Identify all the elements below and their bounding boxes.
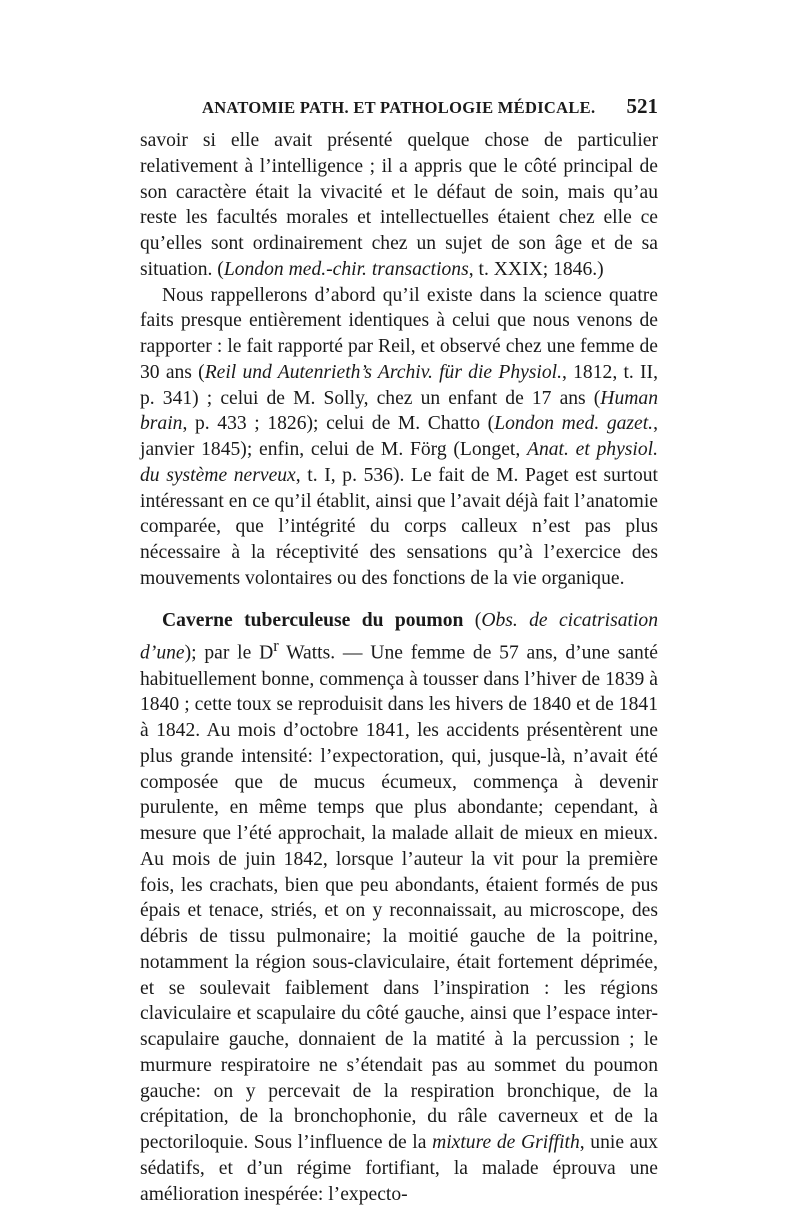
text-run: Nous rappellerons d’abord qu’il existe dans la science quatre faits presque entièrement identiques à celui que nous venons de rapporter : le fait rapporté par Reil, et observé chez une femme de 30 ans ( [140,284,658,383]
text-run: , t. I, p. 536). Le fait de M. Paget est surtout intéressant en ce qu’il établit, ainsi que l’avait déjà fait l’anatomie comparée, que l’intégrité du corps calleux n’est pas plus nécessaire à la réceptivité des sensations qu’à l’exercice des mouvements volontaires ou des fonctions de la vie organique. [140,464,658,589]
body-text [140,128,658,1207]
running-title: ANATOMIE PATH. ET PATHOLOGIE MÉDICALE. [202,98,596,117]
text-run: , janvier 1845); enfin, celui de M. Förg (Longet, [140,413,658,460]
paragraph-comparison [140,283,658,592]
text-run: , unie aux sédatifs, et d’un régime fortifiant, la malade éprouva une amélioration inespérée: l’expecto- [140,1132,658,1205]
citation-italic: Obs. de cicatrisation d’une [140,609,658,664]
text-run: ( [463,609,482,631]
paragraph-case-report [140,608,658,1208]
text-run: , 1812, t. II, p. 341) ; celui de M. Solly, chez un enfant de 17 ans ( [140,361,658,409]
text-run: Watts. — Une femme de 57 ans, d’une santé habituellement bonne, commença à tousser dans l’hiver de 1839 à 1840 ; cette toux se reproduisit dans les hivers de 1840 et de 1841 à 1842. Au mois d’octobre 1841, les accidents présentèrent une plus grande intensité: l’expectoration, qui, jusque-là, n’avait été composée que de mucus écumeux, commença à devenir purulente, en même temps que plus abondante; cependant, à mesure que l’été approchait, la malade allait de mieux en mieux. Au mois de juin 1842, lorsque l’auteur la vit pour la première fois, les crachats, bien que peu abondants, étaient formés de pus épais et tenace, striés, et on y reconnaissait, au microscope, des débris de tissu pulmonaire; la moitié gauche de la poitrine, notamment la région sous-claviculaire, était fortement déprimée, et se soulevait faiblement dans l’inspiration : les régions claviculaire et scapulaire du côté gauche, ainsi que l’espace inter-scapulaire gauche, donnaient de la matité à la percussion ; le murmure respiratoire ne s’étendait pas au sommet du poumon gauche: on y percevait de la respiration bronchique, de la crépitation, de la bronchophonie, du râle caverneux et de la pectoriloquie. Sous l’influence de la [140,642,658,1154]
text-run: savoir si elle avait présenté quelque chose de particulier relativement à l’intelligence ; il a appris que le côté principal de son caractère était la vivacité et le défaut de soin, mais qu’au reste les facultés morales et intellectuelles étaient chez elle ce qu’elles sont ordinairement chez un sujet de son âge et de sa situation. ( [140,130,658,280]
page-header [140,94,658,119]
paragraph-continuation [140,128,658,283]
text-run: , p. 433 ; 1826); celui de M. Chatto ( [182,413,495,435]
citation-italic: mixture de Griffith [432,1132,580,1154]
text-run: , t. XXIX; 1846.) [468,258,604,280]
citation-italic: London med. gazet. [494,413,654,435]
section-heading: Caverne tuberculeuse du poumon [162,609,464,631]
citation-italic: Reil und Autenrieth’s Archiv. für die Physiol. [204,361,563,383]
superscript: r [273,636,279,656]
citation-italic: Human brain [140,387,658,435]
page-number: 521 [626,94,658,118]
citation-italic: London med.-chir. transactions [223,258,469,280]
citation-italic: Anat. et physiol. du système nerveux [140,439,658,486]
text-run: ); par le D [184,642,274,664]
